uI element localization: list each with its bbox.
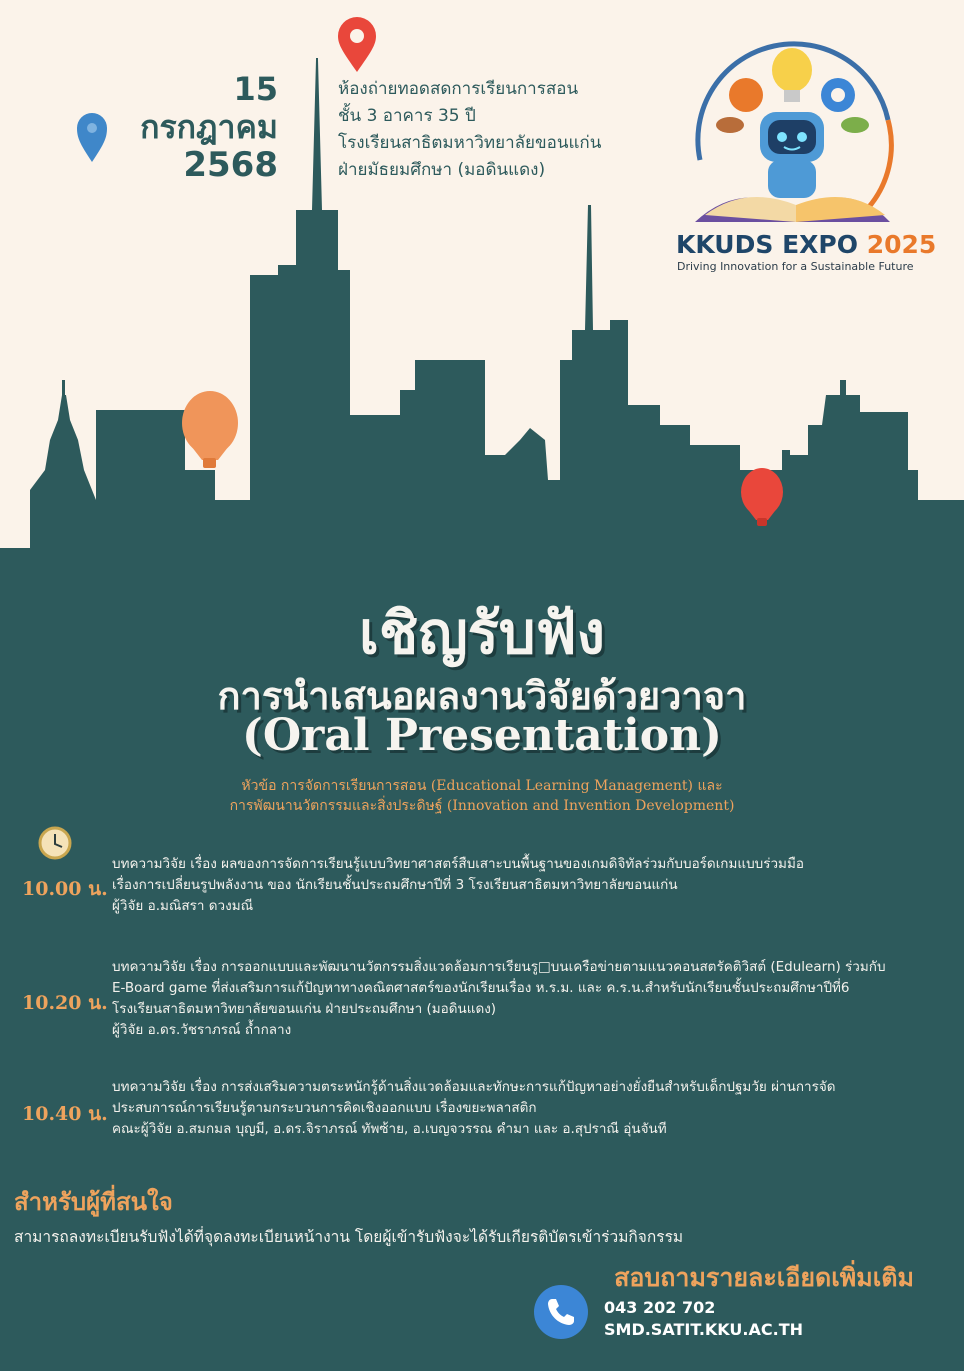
clock-icon <box>40 828 70 858</box>
date-day: 15 <box>233 70 278 108</box>
event-date <box>140 70 278 184</box>
schedule-item-3 <box>112 1077 836 1140</box>
schedule-item-1 <box>112 854 804 917</box>
schedule-item-1-line-3: ผู้วิจัย อ.มณิสรา ดวงมณี <box>112 898 254 914</box>
interest-heading: สำหรับผู้ที่สนใจ <box>14 1188 173 1216</box>
location-pin-icon <box>338 17 376 72</box>
orange-balloon-icon <box>182 391 238 468</box>
phone-icon[interactable] <box>534 1285 588 1339</box>
schedule-time-3: 10.40 น. <box>22 1103 108 1125</box>
schedule-item-1-line-1: บทความวิจัย เรื่อง ผลของการจัดการเรียนรู้แบบวิทยาศาสตร์สืบเสาะบนพื้นฐานของเกมดิจิทัลร่วมกับบอร์ดเกมแบบร่วมมือ <box>112 856 804 872</box>
contact-heading: สอบถามรายละเอียดเพิ่มเติม <box>614 1263 914 1292</box>
date-year: 2568 <box>183 145 278 185</box>
topic <box>0 776 964 816</box>
venue-info <box>338 76 601 184</box>
subtitle-english: (Oral Presentation) <box>242 710 722 761</box>
logo-name: KKUDS EXPO <box>676 230 858 259</box>
topic-line-1: หัวข้อ การจัดการเรียนการสอน (Educational Learning Management) และ <box>241 778 723 794</box>
robot-mascot-icon <box>695 44 891 222</box>
venue-line-3: โรงเรียนสาธิตมหาวิทยาลัยขอนแก่น <box>338 133 602 153</box>
divider-line <box>316 58 318 198</box>
venue-line-4: ฝ่ายมัธยมศึกษา (มอดินแดง) <box>338 160 546 180</box>
schedule-item-2-line-2: E-Board game ที่ส่งเสริมการแก้ปัญหาทางคณิตศาสตร์ของนักเรียนเรื่อง ห.ร.ม. และ ค.ร.น.สำหรับนักเรียนชั้นประถมศึกษาปีที่6 <box>112 980 850 996</box>
venue-line-2: ชั้น 3 อาคาร 35 ปี <box>338 106 476 126</box>
venue-line-1: ห้องถ่ายทอดสดการเรียนการสอน <box>338 79 579 99</box>
schedule-item-3-line-2: ประสบการณ์การเรียนรู้ตามกระบวนการคิดเชิงออกแบบ เรื่องขยะพลาสติก <box>112 1100 537 1116</box>
schedule-item-2 <box>112 957 886 1041</box>
date-month: กรกฎาคม <box>140 108 278 146</box>
schedule-item-2-line-4: ผู้วิจัย อ.ดร.วัชราภรณ์ ถ้ำกลาง <box>112 1022 292 1038</box>
subtitle-thai: การนำเสนอผลงานวิจัยด้วยวาจา <box>217 674 747 718</box>
schedule-time-1: 10.00 น. <box>22 878 108 900</box>
schedule-time-2: 10.20 น. <box>22 992 108 1014</box>
schedule-item-1-line-2: เรื่องการเปลี่ยนรูปพลังงาน ของ นักเรียนชั้นประถมศึกษาปีที่ 3 โรงเรียนสาธิตมหาวิทยาลัยขอนแก่น <box>112 877 678 893</box>
schedule-item-2-line-1: บทความวิจัย เรื่อง การออกแบบและพัฒนานวัตกรรมสิ่งแวดล้อมการเรียนรู□บนเครือข่ายตามแนวคอนสตรัคติวิสต์ (Edulearn) ร่วมกับ <box>112 959 886 975</box>
schedule-item-2-line-3: โรงเรียนสาธิตมหาวิทยาลัยขอนแก่น ฝ่ายประถมศึกษา (มอดินแดง) <box>112 1001 497 1017</box>
topic-line-2: การพัฒนานวัตกรรมและสิ่งประดิษฐ์ (Innovation and Invention Development) <box>229 798 735 814</box>
logo-title <box>676 230 936 259</box>
phone-number[interactable]: 043 202 702 <box>604 1298 716 1317</box>
logo-year: 2025 <box>866 230 937 259</box>
interest-text: สามารถลงทะเบียนรับฟังได้ที่จุดลงทะเบียนหน้างาน โดยผู้เข้ารับฟังจะได้รับเกียรติบัตรเข้าร่วมกิจกรรม <box>14 1228 684 1246</box>
schedule-item-3-line-1: บทความวิจัย เรื่อง การส่งเสริมความตระหนักรู้ด้านสิ่งแวดล้อมและทักษะการแก้ปัญหาอย่างยั่งยืนสำหรับเด็กปฐมวัย ผ่านการจัด <box>112 1079 836 1095</box>
logo-tagline: Driving Innovation for a Sustainable Future <box>677 260 914 273</box>
schedule-item-3-line-3: คณะผู้วิจัย อ.สมกมล บุญมี, อ.ดร.จิราภรณ์ ทัพซ้าย, อ.เบญจวรรณ คำมา และ อ.สุปราณี อุ่นจันที <box>112 1121 667 1137</box>
blue-pin-icon <box>77 113 107 162</box>
website-link[interactable]: SMD.SATIT.KKU.AC.TH <box>604 1320 803 1339</box>
main-title: เชิญรับฟัง <box>359 599 605 667</box>
